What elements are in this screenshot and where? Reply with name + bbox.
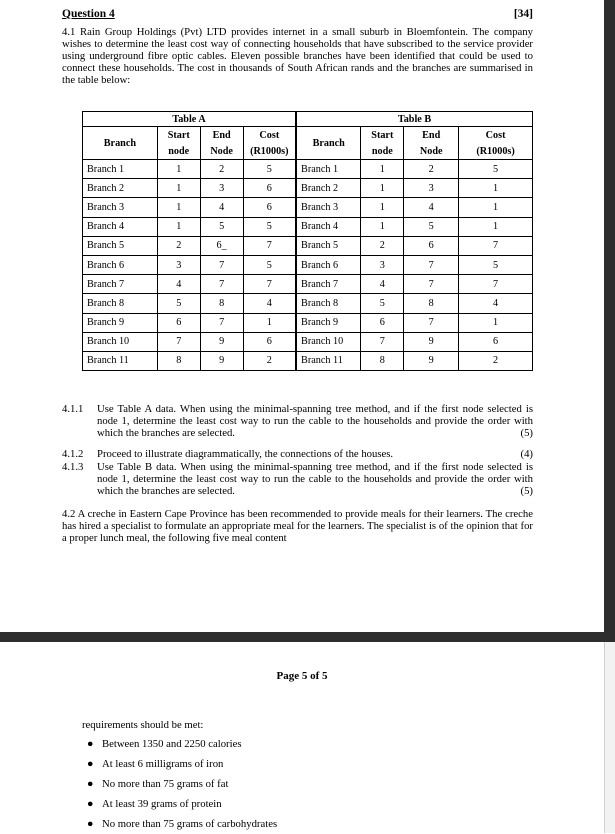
- cell-a-start: 6: [157, 313, 200, 332]
- requirement-text: At least 6 milligrams of iron: [102, 758, 224, 770]
- list-item: [82, 754, 277, 774]
- cell-b-cost: 6: [459, 332, 533, 351]
- table-b-header-end-2: Node: [404, 143, 459, 160]
- question-4-1-3: [62, 461, 533, 501]
- bullet-icon: ●: [87, 798, 94, 810]
- question-4-2-text: 4.2 A creche in Eastern Cape Province has been recommended to provide meals for their learners. The creche has hired a specialist to formulate an appropriate meal for the learners. The specialist is of the opinion that for a proper lunch meal, the following five meal content: [62, 508, 533, 545]
- list-item: [82, 814, 277, 834]
- cell-a-cost: 5: [243, 160, 296, 179]
- table-row: [83, 351, 533, 370]
- cell-a-start: 4: [157, 275, 200, 294]
- item-number: 4.1.2: [62, 448, 84, 460]
- cell-a-end: 7: [200, 313, 243, 332]
- question-4-1-text: 4.1 Rain Group Holdings (Pvt) LTD provides internet in a small suburb in Bloemfontein. The company wishes to determine the least cost way of connecting households that have subscribed to the service provider using underground fibre optic cables. Eleven possible branches have been identified that could be used to connect these households. The cost in thousands of South African rands and the branches are summarised in the table below:: [62, 26, 533, 87]
- table-a-header-start: Start: [157, 127, 200, 144]
- cell-b-start: 1: [361, 179, 404, 198]
- cell-a-cost: 5: [243, 255, 296, 274]
- question-heading: [62, 8, 533, 20]
- cell-b-branch: Branch 7: [296, 275, 361, 294]
- list-item: [82, 794, 277, 814]
- cell-a-end: 9: [200, 332, 243, 351]
- cell-a-end: 3: [200, 179, 243, 198]
- cell-a-branch: Branch 10: [83, 332, 158, 351]
- cell-b-branch: Branch 6: [296, 255, 361, 274]
- cell-a-cost: 1: [243, 313, 296, 332]
- requirements-list: [82, 734, 277, 834]
- cell-a-end: 4: [200, 198, 243, 217]
- cell-b-start: 6: [361, 313, 404, 332]
- cell-b-start: 7: [361, 332, 404, 351]
- cell-b-cost: 1: [459, 179, 533, 198]
- list-item: [82, 774, 277, 794]
- cell-a-start: 2: [157, 236, 200, 255]
- item-marks: (5): [520, 427, 533, 439]
- cell-b-cost: 5: [459, 160, 533, 179]
- cell-a-start: 8: [157, 351, 200, 370]
- table-a-title: Table A: [83, 112, 297, 127]
- viewer-side-gutter: [604, 0, 615, 640]
- item-marks: (5): [520, 485, 533, 497]
- cell-b-branch: Branch 9: [296, 313, 361, 332]
- table-a-header-end: End: [200, 127, 243, 144]
- cell-b-cost: 7: [459, 275, 533, 294]
- cell-a-cost: 5: [243, 217, 296, 236]
- cell-b-start: 3: [361, 255, 404, 274]
- cell-b-cost: 1: [459, 217, 533, 236]
- item-text: Use Table B data. When using the minimal-spanning tree method, and if the first node selected is node 1, determine the least cost way to run the cable to the households and provide the order with which the branches are selected.: [97, 461, 533, 497]
- cell-b-start: 1: [361, 160, 404, 179]
- question-total-marks: [34]: [513, 8, 533, 20]
- cell-b-start: 1: [361, 217, 404, 236]
- table-b-title: Table B: [296, 112, 532, 127]
- requirement-text: No more than 75 grams of carbohydrates: [102, 818, 278, 830]
- cell-a-branch: Branch 11: [83, 351, 158, 370]
- cell-b-branch: Branch 2: [296, 179, 361, 198]
- cell-b-end: 9: [404, 351, 459, 370]
- cell-b-start: 5: [361, 294, 404, 313]
- cell-b-branch: Branch 3: [296, 198, 361, 217]
- cell-b-cost: 4: [459, 294, 533, 313]
- list-item: [82, 734, 277, 754]
- table-b-header-branch: Branch: [296, 127, 361, 160]
- cell-b-end: 9: [404, 332, 459, 351]
- cell-b-branch: Branch 1: [296, 160, 361, 179]
- cell-b-end: 8: [404, 294, 459, 313]
- table-a-header-start-2: node: [157, 143, 200, 160]
- cell-a-cost: 7: [243, 275, 296, 294]
- item-number: 4.1.1: [62, 403, 84, 415]
- cell-b-end: 3: [404, 179, 459, 198]
- cell-a-cost: 6: [243, 179, 296, 198]
- branch-cost-table: [82, 111, 533, 371]
- cell-a-branch: Branch 3: [83, 198, 158, 217]
- question-4-1-2: [62, 448, 533, 461]
- cell-b-start: 4: [361, 275, 404, 294]
- cell-a-cost: 4: [243, 294, 296, 313]
- item-number: 4.1.3: [62, 461, 84, 473]
- cell-a-branch: Branch 2: [83, 179, 158, 198]
- requirements-intro: requirements should be met:: [82, 719, 204, 731]
- cell-a-start: 1: [157, 198, 200, 217]
- cell-a-cost: 6: [243, 198, 296, 217]
- cell-a-end: 8: [200, 294, 243, 313]
- question-4-1-1: [62, 403, 533, 443]
- item-text: Use Table A data. When using the minimal-spanning tree method, and if the first node selected is node 1, determine the least cost way to run the cable to the households and provide the order with which the branches are selected.: [97, 403, 533, 439]
- cell-b-branch: Branch 10: [296, 332, 361, 351]
- cell-b-branch: Branch 5: [296, 236, 361, 255]
- table-row: [83, 332, 533, 351]
- page-footer: Page 5 of 5: [276, 670, 328, 682]
- cell-a-branch: Branch 8: [83, 294, 158, 313]
- cell-a-branch: Branch 5: [83, 236, 158, 255]
- table-b-header-cost-2: (R1000s): [459, 143, 533, 160]
- cell-a-start: 5: [157, 294, 200, 313]
- cell-a-cost: 6: [243, 332, 296, 351]
- cell-b-cost: 2: [459, 351, 533, 370]
- cell-b-end: 6: [404, 236, 459, 255]
- cell-a-end: 6_: [200, 236, 243, 255]
- cell-b-end: 5: [404, 217, 459, 236]
- cell-a-start: 1: [157, 160, 200, 179]
- table-a-header-cost: Cost: [243, 127, 296, 144]
- item-text: Proceed to illustrate diagrammatically, the connections of the houses.: [97, 448, 394, 460]
- cell-a-start: 1: [157, 179, 200, 198]
- table-b-header-start-2: node: [361, 143, 404, 160]
- cell-b-start: 2: [361, 236, 404, 255]
- cell-a-cost: 7: [243, 236, 296, 255]
- table-a-header-end-2: Node: [200, 143, 243, 160]
- cell-b-end: 7: [404, 313, 459, 332]
- cell-a-end: 5: [200, 217, 243, 236]
- cell-a-start: 1: [157, 217, 200, 236]
- cell-a-branch: Branch 4: [83, 217, 158, 236]
- cell-b-start: 8: [361, 351, 404, 370]
- table-row: [83, 198, 533, 217]
- table-b-header-start: Start: [361, 127, 404, 144]
- table-row: [83, 217, 533, 236]
- question-title: Question 4: [62, 8, 115, 20]
- requirement-text: No more than 75 grams of fat: [102, 778, 229, 790]
- cell-a-branch: Branch 9: [83, 313, 158, 332]
- cell-a-end: 7: [200, 275, 243, 294]
- cell-a-branch: Branch 7: [83, 275, 158, 294]
- page-separator: [0, 632, 615, 642]
- cell-b-cost: 5: [459, 255, 533, 274]
- bullet-icon: ●: [87, 818, 94, 830]
- cell-b-branch: Branch 4: [296, 217, 361, 236]
- table-a-header-branch: Branch: [83, 127, 158, 160]
- table-row: [83, 294, 533, 313]
- bullet-icon: ●: [87, 758, 94, 770]
- cell-a-branch: Branch 1: [83, 160, 158, 179]
- requirement-text: At least 39 grams of protein: [102, 798, 222, 810]
- cell-b-cost: 1: [459, 313, 533, 332]
- table-b-header-end: End: [404, 127, 459, 144]
- cell-b-branch: Branch 8: [296, 294, 361, 313]
- table-row: [83, 236, 533, 255]
- cell-a-start: 3: [157, 255, 200, 274]
- cell-b-end: 4: [404, 198, 459, 217]
- item-marks: (4): [520, 448, 533, 460]
- viewer-scrollbar-track[interactable]: [604, 642, 615, 833]
- cell-a-end: 7: [200, 255, 243, 274]
- cell-b-end: 7: [404, 275, 459, 294]
- cell-b-end: 2: [404, 160, 459, 179]
- cell-b-branch: Branch 11: [296, 351, 361, 370]
- bullet-icon: ●: [87, 738, 94, 750]
- table-a-header-cost-2: (R1000s): [243, 143, 296, 160]
- bullet-icon: ●: [87, 778, 94, 790]
- table-row: [83, 275, 533, 294]
- cell-b-cost: 1: [459, 198, 533, 217]
- table-row: [83, 255, 533, 274]
- cell-a-cost: 2: [243, 351, 296, 370]
- requirement-text: Between 1350 and 2250 calories: [102, 738, 242, 750]
- cell-a-branch: Branch 6: [83, 255, 158, 274]
- table-row: [83, 179, 533, 198]
- table-b-header-cost: Cost: [459, 127, 533, 144]
- cell-a-end: 2: [200, 160, 243, 179]
- cell-b-cost: 7: [459, 236, 533, 255]
- cell-a-start: 7: [157, 332, 200, 351]
- table-row: [83, 313, 533, 332]
- cell-b-start: 1: [361, 198, 404, 217]
- cell-a-end: 9: [200, 351, 243, 370]
- table-row: [83, 160, 533, 179]
- cell-b-end: 7: [404, 255, 459, 274]
